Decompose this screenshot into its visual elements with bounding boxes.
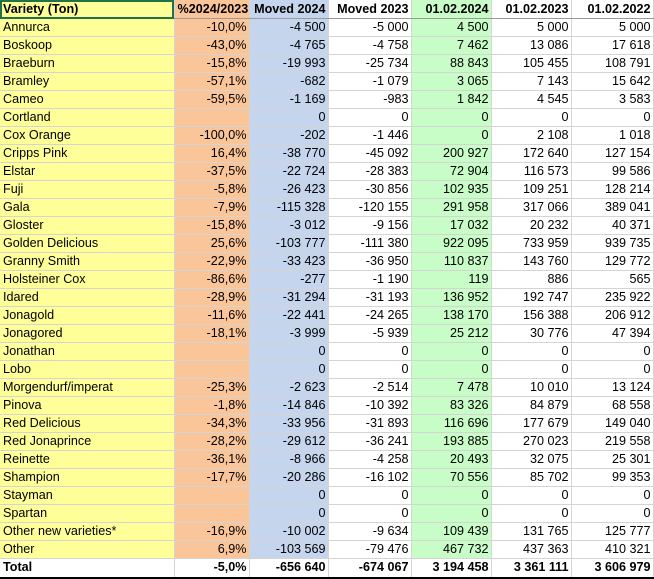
cell-variety[interactable]: Boskoop	[0, 37, 174, 55]
table-row	[0, 469, 653, 487]
cell-variety[interactable]: Idared	[0, 289, 174, 307]
cell-moved-2023[interactable]: -45 092	[328, 145, 411, 163]
header-cell-moved-2023[interactable]: Moved 2023	[328, 0, 411, 19]
cell-moved-2023[interactable]: -16 102	[328, 469, 411, 487]
cell-variety[interactable]: Golden Delicious	[0, 235, 174, 253]
cell-pct-change[interactable]: -15,8%	[174, 217, 249, 235]
total-cell-stock-2022[interactable]: 3 606 979	[571, 559, 653, 578]
table-row	[0, 91, 653, 109]
cell-moved-2023[interactable]: -79 476	[328, 541, 411, 559]
cell-stock-2023[interactable]: 85 702	[491, 469, 571, 487]
cell-pct-change[interactable]: 25,6%	[174, 235, 249, 253]
cell-stock-2024[interactable]: 467 732	[411, 541, 491, 559]
cell-stock-2023[interactable]: 84 879	[491, 397, 571, 415]
cell-stock-2023[interactable]: 30 776	[491, 325, 571, 343]
cell-variety[interactable]: Cripps Pink	[0, 145, 174, 163]
cell-variety[interactable]: Elstar	[0, 163, 174, 181]
cell-stock-2023[interactable]: 192 747	[491, 289, 571, 307]
cell-variety[interactable]: Bramley	[0, 73, 174, 91]
cell-moved-2024[interactable]: -2 623	[249, 379, 328, 397]
table-row	[0, 415, 653, 433]
cell-moved-2024[interactable]: -4 765	[249, 37, 328, 55]
cell-stock-2023[interactable]: 886	[491, 271, 571, 289]
table-row	[0, 505, 653, 523]
cell-pct-change[interactable]: -22,9%	[174, 253, 249, 271]
total-cell-moved-2024[interactable]: -656 640	[249, 559, 328, 578]
cell-moved-2024[interactable]: 0	[249, 109, 328, 127]
cell-stock-2022[interactable]: 68 558	[571, 397, 653, 415]
cell-stock-2023[interactable]: 0	[491, 487, 571, 505]
cell-variety[interactable]: Jonagold	[0, 307, 174, 325]
cell-moved-2023[interactable]: -36 950	[328, 253, 411, 271]
cell-variety[interactable]: Red Delicious	[0, 415, 174, 433]
cell-moved-2023[interactable]: -28 383	[328, 163, 411, 181]
cell-variety[interactable]: Jonagored	[0, 325, 174, 343]
cell-stock-2022[interactable]: 939 735	[571, 235, 653, 253]
table-row	[0, 343, 653, 361]
cell-stock-2022[interactable]: 129 772	[571, 253, 653, 271]
header-cell-moved-2024[interactable]: Moved 2024	[249, 0, 328, 19]
cell-moved-2024[interactable]: -1 169	[249, 91, 328, 109]
cell-stock-2023[interactable]: 0	[491, 361, 571, 379]
cell-moved-2024[interactable]: -103 777	[249, 235, 328, 253]
cell-moved-2023[interactable]: -1 446	[328, 127, 411, 145]
cell-variety[interactable]: Jonathan	[0, 343, 174, 361]
cell-pct-change[interactable]: -5,8%	[174, 181, 249, 199]
cell-stock-2023[interactable]: 0	[491, 505, 571, 523]
cell-stock-2022[interactable]: 15 642	[571, 73, 653, 91]
cell-pct-change[interactable]	[174, 109, 249, 127]
cell-moved-2024[interactable]: 0	[249, 487, 328, 505]
cell-moved-2023[interactable]: -9 156	[328, 217, 411, 235]
cell-stock-2022[interactable]: 99 586	[571, 163, 653, 181]
cell-stock-2023[interactable]: 270 023	[491, 433, 571, 451]
cell-stock-2022[interactable]: 149 040	[571, 415, 653, 433]
table-row	[0, 55, 653, 73]
cell-moved-2024[interactable]: -20 286	[249, 469, 328, 487]
table-row	[0, 145, 653, 163]
cell-stock-2022[interactable]: 410 321	[571, 541, 653, 559]
cell-moved-2023[interactable]: 0	[328, 361, 411, 379]
table-row	[0, 37, 653, 55]
cell-stock-2023[interactable]: 177 679	[491, 415, 571, 433]
table-row	[0, 163, 653, 181]
table-row	[0, 379, 653, 397]
cell-stock-2024[interactable]: 109 439	[411, 523, 491, 541]
cell-moved-2023[interactable]: -1 190	[328, 271, 411, 289]
cell-stock-2024[interactable]: 110 837	[411, 253, 491, 271]
cell-moved-2023[interactable]: -9 634	[328, 523, 411, 541]
cell-pct-change[interactable]: -28,2%	[174, 433, 249, 451]
cell-stock-2024[interactable]: 0	[411, 109, 491, 127]
cell-stock-2024[interactable]: 70 556	[411, 469, 491, 487]
cell-variety[interactable]: Cortland	[0, 109, 174, 127]
cell-variety[interactable]: Braeburn	[0, 55, 174, 73]
cell-moved-2023[interactable]: -4 258	[328, 451, 411, 469]
table-row	[0, 487, 653, 505]
total-cell-pct-change[interactable]: -5,0%	[174, 559, 249, 578]
table-row	[0, 397, 653, 415]
cell-variety[interactable]: Shampion	[0, 469, 174, 487]
cell-moved-2024[interactable]: -22 724	[249, 163, 328, 181]
cell-stock-2024[interactable]: 0	[411, 487, 491, 505]
cell-stock-2023[interactable]: 5 000	[491, 19, 571, 37]
table-row	[0, 433, 653, 451]
header-cell-pct-change[interactable]: %2024/2023	[174, 0, 249, 19]
cell-stock-2022[interactable]: 25 301	[571, 451, 653, 469]
total-cell-variety[interactable]: Total	[0, 559, 174, 578]
table-row	[0, 199, 653, 217]
cell-pct-change[interactable]	[174, 343, 249, 361]
cell-pct-change[interactable]: -59,5%	[174, 91, 249, 109]
cell-moved-2024[interactable]: -277	[249, 271, 328, 289]
cell-moved-2024[interactable]: -33 423	[249, 253, 328, 271]
table-row	[0, 19, 653, 37]
cell-stock-2022[interactable]: 5 000	[571, 19, 653, 37]
cell-variety[interactable]: Other new varieties*	[0, 523, 174, 541]
cell-stock-2024[interactable]: 0	[411, 127, 491, 145]
cell-stock-2024[interactable]: 25 212	[411, 325, 491, 343]
table-row	[0, 361, 653, 379]
cell-moved-2024[interactable]: 0	[249, 505, 328, 523]
cell-stock-2023[interactable]: 0	[491, 343, 571, 361]
cell-stock-2022[interactable]: 47 394	[571, 325, 653, 343]
cell-variety[interactable]: Fuji	[0, 181, 174, 199]
cell-moved-2024[interactable]: -33 956	[249, 415, 328, 433]
cell-pct-change[interactable]: -86,6%	[174, 271, 249, 289]
cell-variety[interactable]: Annurca	[0, 19, 174, 37]
cell-pct-change[interactable]: -10,0%	[174, 19, 249, 37]
cell-pct-change[interactable]: -57,1%	[174, 73, 249, 91]
cell-pct-change[interactable]: -18,1%	[174, 325, 249, 343]
cell-stock-2022[interactable]: 219 558	[571, 433, 653, 451]
table-row	[0, 217, 653, 235]
cell-stock-2023[interactable]: 131 765	[491, 523, 571, 541]
cell-moved-2024[interactable]: -26 423	[249, 181, 328, 199]
table-row	[0, 109, 653, 127]
cell-stock-2023[interactable]: 2 108	[491, 127, 571, 145]
cell-stock-2024[interactable]: 4 500	[411, 19, 491, 37]
cell-pct-change[interactable]: 6,9%	[174, 541, 249, 559]
table-row	[0, 541, 653, 559]
cell-moved-2023[interactable]: -5 000	[328, 19, 411, 37]
cell-moved-2024[interactable]: -14 846	[249, 397, 328, 415]
cell-moved-2024[interactable]: 0	[249, 343, 328, 361]
cell-stock-2022[interactable]: 125 777	[571, 523, 653, 541]
header-cell-variety[interactable]: Variety (Ton)	[0, 0, 174, 19]
total-cell-stock-2023[interactable]: 3 361 111	[491, 559, 571, 578]
cell-moved-2024[interactable]: -31 294	[249, 289, 328, 307]
cell-stock-2024[interactable]: 0	[411, 343, 491, 361]
cell-variety[interactable]: Reinette	[0, 451, 174, 469]
total-row	[0, 559, 653, 578]
cell-stock-2022[interactable]: 0	[571, 487, 653, 505]
cell-stock-2024[interactable]: 291 958	[411, 199, 491, 217]
table-row	[0, 253, 653, 271]
cell-moved-2024[interactable]: 0	[249, 361, 328, 379]
cell-moved-2023[interactable]: 0	[328, 487, 411, 505]
cell-pct-change[interactable]: -15,8%	[174, 55, 249, 73]
cell-pct-change[interactable]: -36,1%	[174, 451, 249, 469]
cell-stock-2024[interactable]: 193 885	[411, 433, 491, 451]
cell-moved-2023[interactable]: -10 392	[328, 397, 411, 415]
cell-variety[interactable]: Gloster	[0, 217, 174, 235]
cell-variety[interactable]: Red Jonaprince	[0, 433, 174, 451]
cell-stock-2024[interactable]: 7 462	[411, 37, 491, 55]
header-row	[0, 0, 653, 19]
cell-stock-2024[interactable]: 7 478	[411, 379, 491, 397]
table-row	[0, 307, 653, 325]
cell-stock-2022[interactable]: 40 371	[571, 217, 653, 235]
cell-stock-2024[interactable]: 1 842	[411, 91, 491, 109]
cell-stock-2023[interactable]: 10 010	[491, 379, 571, 397]
cell-moved-2023[interactable]: -31 893	[328, 415, 411, 433]
table-row	[0, 271, 653, 289]
cell-stock-2022[interactable]: 3 583	[571, 91, 653, 109]
cell-stock-2023[interactable]: 0	[491, 109, 571, 127]
table-row	[0, 325, 653, 343]
cell-stock-2024[interactable]: 83 326	[411, 397, 491, 415]
cell-moved-2024[interactable]: -38 770	[249, 145, 328, 163]
cell-stock-2022[interactable]: 99 353	[571, 469, 653, 487]
table-row	[0, 73, 653, 91]
cell-stock-2023[interactable]: 109 251	[491, 181, 571, 199]
cell-moved-2023[interactable]: -2 514	[328, 379, 411, 397]
cell-variety[interactable]: Granny Smith	[0, 253, 174, 271]
cell-pct-change[interactable]	[174, 505, 249, 523]
header-cell-stock-2023[interactable]: 01.02.2023	[491, 0, 571, 19]
cell-moved-2023[interactable]: -111 380	[328, 235, 411, 253]
total-cell-stock-2024[interactable]: 3 194 458	[411, 559, 491, 578]
table-row	[0, 289, 653, 307]
cell-pct-change[interactable]: -34,3%	[174, 415, 249, 433]
cell-stock-2024[interactable]: 20 493	[411, 451, 491, 469]
cell-variety[interactable]: Lobo	[0, 361, 174, 379]
cell-moved-2023[interactable]: -24 265	[328, 307, 411, 325]
cell-pct-change[interactable]: 16,4%	[174, 145, 249, 163]
cell-stock-2022[interactable]: 127 154	[571, 145, 653, 163]
cell-moved-2024[interactable]: -3 012	[249, 217, 328, 235]
cell-pct-change[interactable]: -43,0%	[174, 37, 249, 55]
cell-variety[interactable]: Other	[0, 541, 174, 559]
cell-pct-change[interactable]: -28,9%	[174, 289, 249, 307]
total-cell-moved-2023[interactable]: -674 067	[328, 559, 411, 578]
cell-variety[interactable]: Morgendurf/imperat	[0, 379, 174, 397]
cell-pct-change[interactable]	[174, 487, 249, 505]
cell-stock-2023[interactable]: 13 086	[491, 37, 571, 55]
cell-stock-2023[interactable]: 4 545	[491, 91, 571, 109]
cell-moved-2024[interactable]: -202	[249, 127, 328, 145]
cell-stock-2023[interactable]: 437 363	[491, 541, 571, 559]
cell-stock-2023[interactable]: 172 640	[491, 145, 571, 163]
cell-moved-2024[interactable]: -4 500	[249, 19, 328, 37]
cell-pct-change[interactable]: -11,6%	[174, 307, 249, 325]
cell-moved-2024[interactable]: -8 966	[249, 451, 328, 469]
cell-variety[interactable]: Holsteiner Cox	[0, 271, 174, 289]
cell-moved-2024[interactable]: -682	[249, 73, 328, 91]
cell-stock-2024[interactable]: 922 095	[411, 235, 491, 253]
cell-moved-2023[interactable]: -5 939	[328, 325, 411, 343]
table-row	[0, 451, 653, 469]
table-row	[0, 235, 653, 253]
cell-stock-2023[interactable]: 317 066	[491, 199, 571, 217]
cell-stock-2024[interactable]: 0	[411, 361, 491, 379]
cell-stock-2024[interactable]: 200 927	[411, 145, 491, 163]
table-row	[0, 523, 653, 541]
cell-stock-2022[interactable]: 1 018	[571, 127, 653, 145]
cell-moved-2023[interactable]: -25 734	[328, 55, 411, 73]
cell-stock-2023[interactable]: 7 143	[491, 73, 571, 91]
cell-stock-2022[interactable]: 0	[571, 505, 653, 523]
cell-stock-2022[interactable]: 235 922	[571, 289, 653, 307]
cell-stock-2022[interactable]: 13 124	[571, 379, 653, 397]
cell-moved-2024[interactable]: -29 612	[249, 433, 328, 451]
cell-pct-change[interactable]: -1,8%	[174, 397, 249, 415]
cell-moved-2023[interactable]: -4 758	[328, 37, 411, 55]
cell-pct-change[interactable]: -25,3%	[174, 379, 249, 397]
cell-stock-2023[interactable]: 32 075	[491, 451, 571, 469]
cell-variety[interactable]: Stayman	[0, 487, 174, 505]
cell-stock-2022[interactable]: 17 618	[571, 37, 653, 55]
cell-moved-2023[interactable]: -36 241	[328, 433, 411, 451]
cell-pct-change[interactable]: -7,9%	[174, 199, 249, 217]
cell-moved-2023[interactable]: -30 856	[328, 181, 411, 199]
cell-pct-change[interactable]	[174, 361, 249, 379]
cell-pct-change[interactable]: -37,5%	[174, 163, 249, 181]
cell-pct-change[interactable]: -100,0%	[174, 127, 249, 145]
cell-stock-2023[interactable]: 20 232	[491, 217, 571, 235]
cell-moved-2023[interactable]: -31 193	[328, 289, 411, 307]
cell-moved-2023[interactable]: -983	[328, 91, 411, 109]
cell-stock-2024[interactable]: 72 904	[411, 163, 491, 181]
cell-stock-2024[interactable]: 138 170	[411, 307, 491, 325]
cell-moved-2024[interactable]: -22 441	[249, 307, 328, 325]
cell-stock-2024[interactable]: 17 032	[411, 217, 491, 235]
cell-moved-2023[interactable]: 0	[328, 505, 411, 523]
cell-stock-2023[interactable]: 116 573	[491, 163, 571, 181]
cell-stock-2024[interactable]: 0	[411, 505, 491, 523]
cell-variety[interactable]: Cameo	[0, 91, 174, 109]
cell-moved-2024[interactable]: -115 328	[249, 199, 328, 217]
cell-stock-2023[interactable]: 143 760	[491, 253, 571, 271]
cell-moved-2023[interactable]: -1 079	[328, 73, 411, 91]
cell-stock-2023[interactable]: 733 959	[491, 235, 571, 253]
cell-stock-2022[interactable]: 389 041	[571, 199, 653, 217]
cell-moved-2024[interactable]: -103 569	[249, 541, 328, 559]
cell-variety[interactable]: Cox Orange	[0, 127, 174, 145]
cell-stock-2022[interactable]: 0	[571, 361, 653, 379]
cell-stock-2022[interactable]: 565	[571, 271, 653, 289]
cell-pct-change[interactable]: -17,7%	[174, 469, 249, 487]
cell-moved-2024[interactable]: -10 002	[249, 523, 328, 541]
cell-stock-2024[interactable]: 136 952	[411, 289, 491, 307]
cell-stock-2023[interactable]: 105 455	[491, 55, 571, 73]
header-cell-stock-2022[interactable]: 01.02.2022	[571, 0, 653, 19]
cell-stock-2022[interactable]: 128 214	[571, 181, 653, 199]
cell-stock-2022[interactable]: 108 791	[571, 55, 653, 73]
cell-variety[interactable]: Gala	[0, 199, 174, 217]
header-cell-stock-2024[interactable]: 01.02.2024	[411, 0, 491, 19]
cell-stock-2024[interactable]: 88 843	[411, 55, 491, 73]
cell-moved-2023[interactable]: 0	[328, 343, 411, 361]
cell-moved-2023[interactable]: 0	[328, 109, 411, 127]
cell-stock-2022[interactable]: 0	[571, 109, 653, 127]
cell-variety[interactable]: Spartan	[0, 505, 174, 523]
cell-stock-2022[interactable]: 206 912	[571, 307, 653, 325]
cell-stock-2024[interactable]: 119	[411, 271, 491, 289]
cell-stock-2023[interactable]: 156 388	[491, 307, 571, 325]
cell-moved-2024[interactable]: -19 993	[249, 55, 328, 73]
cell-stock-2024[interactable]: 116 696	[411, 415, 491, 433]
cell-moved-2024[interactable]: -3 999	[249, 325, 328, 343]
cell-variety[interactable]: Pinova	[0, 397, 174, 415]
table-row	[0, 181, 653, 199]
cell-stock-2024[interactable]: 102 935	[411, 181, 491, 199]
cell-stock-2024[interactable]: 3 065	[411, 73, 491, 91]
cell-moved-2023[interactable]: -120 155	[328, 199, 411, 217]
cell-pct-change[interactable]: -16,9%	[174, 523, 249, 541]
table-row	[0, 127, 653, 145]
cell-stock-2022[interactable]: 0	[571, 343, 653, 361]
